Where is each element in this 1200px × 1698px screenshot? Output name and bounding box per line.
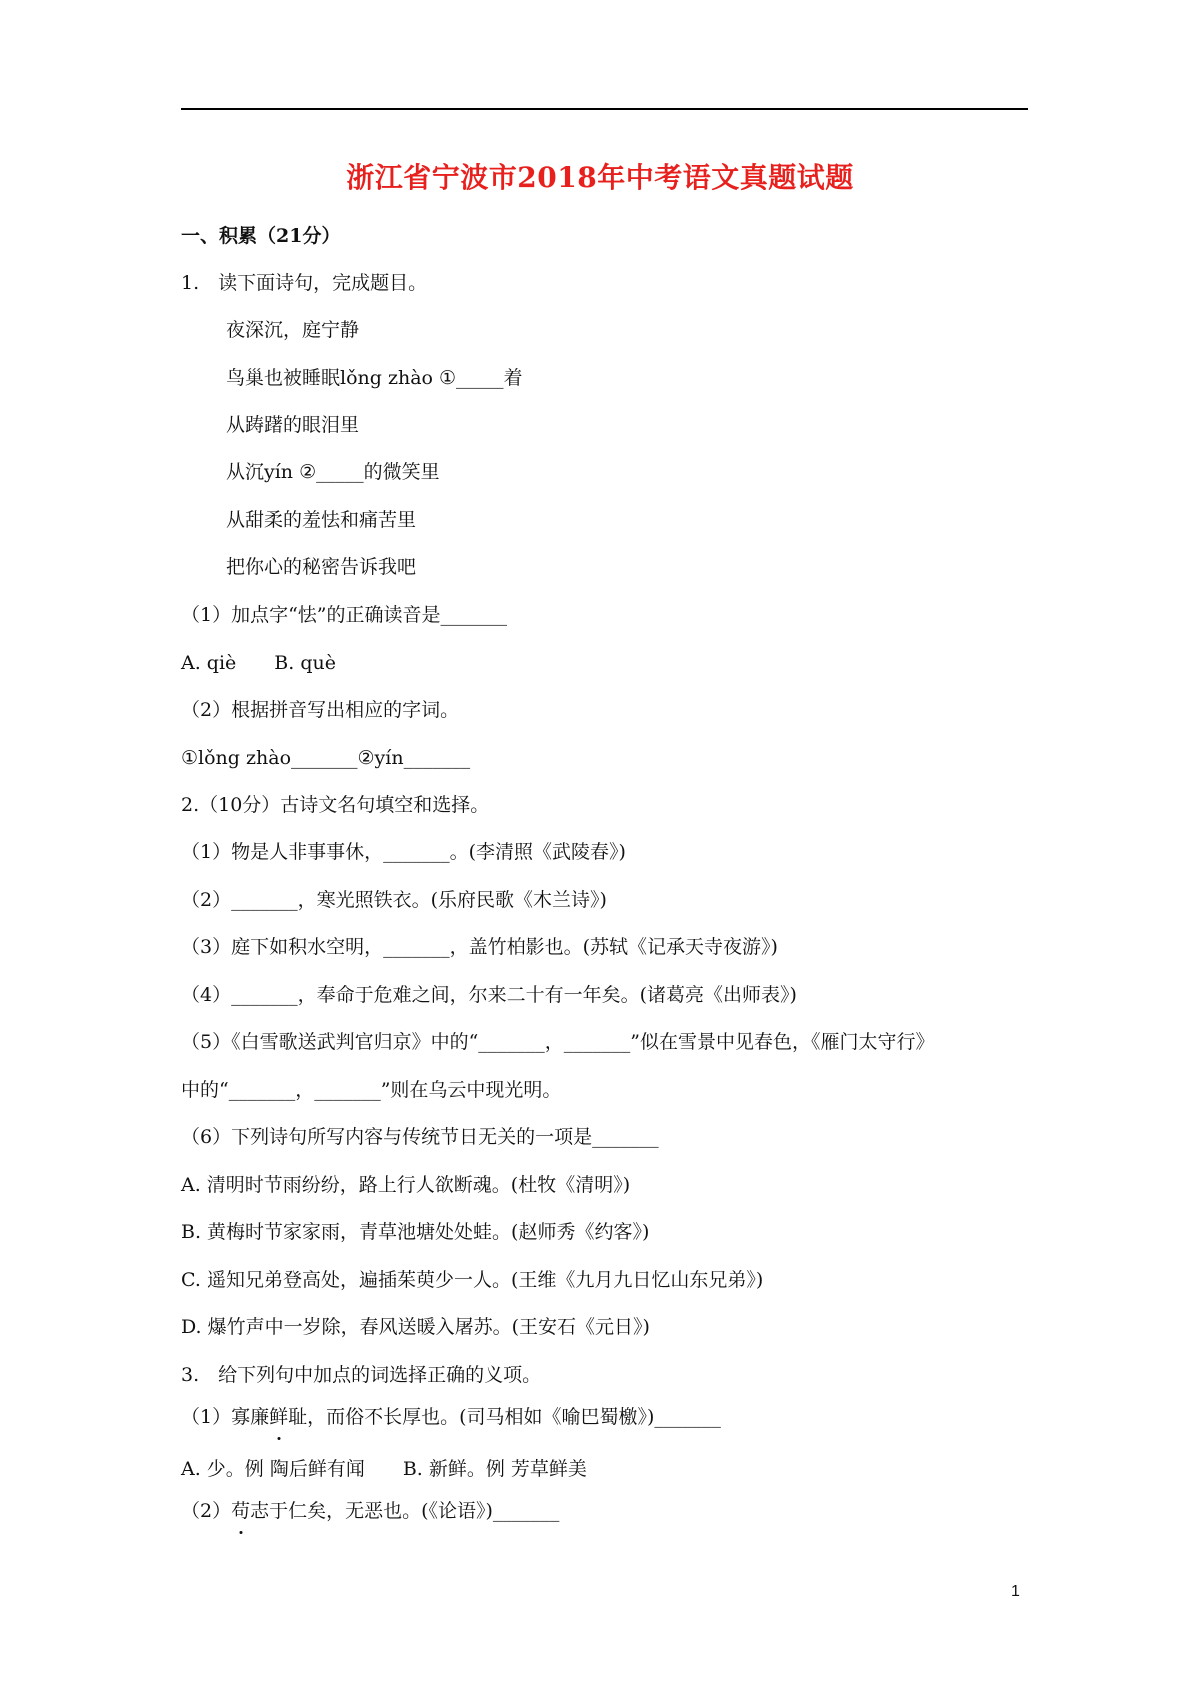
q3-stem: 3. 给下列句中加点的词选择正确的义项。 bbox=[181, 1364, 542, 1386]
page-number: 1 bbox=[1011, 1583, 1020, 1600]
q3-sub1-text: （1）寡廉 bbox=[181, 1406, 270, 1428]
q3-sub2-text: 志于仁矣，无恶也。(《论语》)_______ bbox=[250, 1500, 560, 1522]
q3-sub1-text: 耻，而俗不长厚也。(司马相如《喻巴蜀檄》)_______ bbox=[288, 1406, 721, 1428]
q2-option: D. 爆竹声中一岁除，春风送暖入屠苏。(王安石《元日》) bbox=[181, 1316, 650, 1338]
q2-option: B. 黄梅时节家家雨，青草池塘处处蛙。(赵师秀《约客》) bbox=[181, 1221, 650, 1243]
poem-line: 从甜柔的羞怯和痛苦里 bbox=[226, 509, 417, 531]
page-title: 浙江省宁波市2018年中考语文真题试题 bbox=[346, 161, 854, 194]
q3-sub1-options: A. 少。例 陶后鲜有闻 B. 新鲜。例 芳草鲜美 bbox=[181, 1458, 587, 1480]
poem-line: 夜深沉，庭宁静 bbox=[226, 319, 360, 341]
q2-item-continued: 中的“_______，_______”则在乌云中现光明。 bbox=[181, 1079, 562, 1101]
q2-item: （1）物是人非事事休，_______。(李清照《武陵春》) bbox=[181, 841, 626, 863]
q2-item: （3）庭下如积水空明，_______，盖竹柏影也。(苏轼《记承天寺夜游》) bbox=[181, 936, 778, 958]
q1-sub2-blanks: ①lǒng zhào_______②yín_______ bbox=[181, 747, 471, 769]
q2-stem: 2.（10分）古诗文名句填空和选择。 bbox=[181, 794, 490, 816]
header-rule bbox=[181, 108, 1028, 110]
poem-line: 从沉yín ②_____的微笑里 bbox=[226, 461, 440, 483]
poem-line: 从踌躇的眼泪里 bbox=[226, 414, 360, 436]
q1-stem: 1. 读下面诗句，完成题目。 bbox=[181, 272, 428, 294]
poem-line: 鸟巢也被睡眠lǒng zhào ①_____着 bbox=[226, 367, 523, 389]
section-heading: 一、积累（21分） bbox=[181, 225, 341, 247]
poem-line: 把你心的秘密告诉我吧 bbox=[226, 556, 417, 578]
q1-sub1: （1）加点字“怯”的正确读音是_______ bbox=[181, 604, 508, 626]
dotted-word: 苟 bbox=[231, 1497, 250, 1525]
q3-sub2-text: （2） bbox=[181, 1500, 232, 1522]
q1-sub1-options: A. qiè B. què bbox=[181, 652, 336, 674]
q3-sub1 bbox=[181, 1403, 721, 1431]
dotted-word: 鲜 bbox=[269, 1403, 288, 1431]
q3-sub2 bbox=[181, 1497, 559, 1525]
q2-item: （6）下列诗句所写内容与传统节日无关的一项是_______ bbox=[181, 1126, 659, 1148]
q2-item: （2）_______，寒光照铁衣。(乐府民歌《木兰诗》) bbox=[181, 889, 607, 911]
q2-item: （5）《白雪歌送武判官归京》中的“_______，_______”似在雪景中见春色，《雁门太守行》 bbox=[181, 1031, 935, 1053]
q2-option: C. 遥知兄弟登高处，遍插茱萸少一人。(王维《九月九日忆山东兄弟》) bbox=[181, 1269, 764, 1291]
q2-item: （4）_______，奉命于危难之间，尔来二十有一年矣。(诸葛亮《出师表》) bbox=[181, 984, 797, 1006]
q1-sub2: （2）根据拼音写出相应的字词。 bbox=[181, 699, 460, 721]
q2-option: A. 清明时节雨纷纷，路上行人欲断魂。(杜牧《清明》) bbox=[181, 1174, 631, 1196]
